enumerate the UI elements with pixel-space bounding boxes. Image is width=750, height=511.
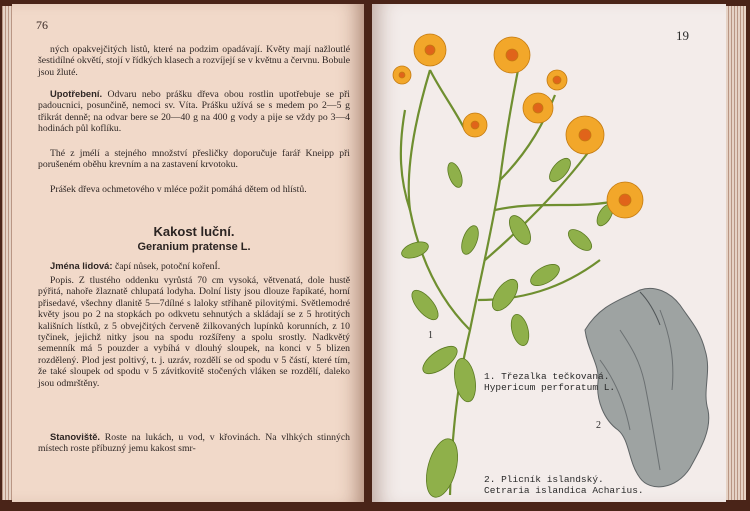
caption-hypericum-czech: 1. Třezalka tečkovaná.: [484, 371, 610, 382]
left-page-number: 76: [36, 18, 48, 32]
caption-hypericum-latin: Hypericum perforatum L.: [484, 382, 616, 393]
folk-label: Jména lidová:: [50, 260, 113, 271]
figure-label-2: 2: [596, 420, 601, 431]
paragraph-text: Thé z jmélí a stejného množství přesličky doporučuje farář Kneipp při porušeném oběhu krevním a na zastavení krvotoku.: [38, 148, 350, 171]
paragraph-text: Prášek dřeva ochmetového v mléce požit pomáhá dětem od hlístů.: [50, 184, 307, 195]
section-latin-title: Geranium pratense L.: [137, 241, 251, 253]
habitat-text: Roste na lukách, u vod, v křovinách. Na vlhkých stinných místech roste příbuzný jemu kakost smr-: [38, 432, 351, 455]
paragraph-text: Popis. Z tlustého oddenku vyrůstá 70 cm vysoká, větvenatá, dole hustě pýřitá, nahoře žlaznatě chlupatá lodyha. Dolní listy jsou dlouze řapíkaté, horní přisedavé, všechny dlanitě 5—7dílné s laloky stříhaně pilovitými. Světlemodré květy jsou po 2 na stopkách po odkvetu sehnutých a skládají se z 5 hrotitých kališních lístků, z 5 obvejčitých červeně žilkovaných lupínků korunních, z 10 tyčinek, jejichž nitky jsou na spodu rozšířeny a spolu srostly. Nadkvětý semenník má 5 pouzder a vybíhá v dlouhý sloupek, na konci v 5 blizen rozdělený. Plod jest poltivý, t. j. uzráv, rozdělí se od spodu v 5 částí, které tím, že také sloupek od spodu v 5 závitkovitě stočených vláken se rozdělí, daleko jsou odmrštěny.: [38, 275, 350, 389]
habitat-label: Stanoviště.: [50, 431, 101, 442]
hypericum-flowers: [393, 34, 643, 218]
folk-text: čapí nůsek, potoční kořenÍ.: [114, 261, 221, 272]
right-page-number: 19: [676, 28, 689, 43]
paragraph-text: ných opakvejčitých listů, které na podzim opadávají. Květy mají nažloutlé šestidílné okvětí, stojí v řídkých klasech a rozvíjejí se v květnu a červnu. Bobule jsou žluté.: [38, 44, 350, 78]
caption-hypericum: [484, 371, 615, 393]
section-title: Kakost luční.: [153, 224, 235, 239]
usage-label: Upotřebení.: [50, 88, 103, 99]
caption-cetraria: [484, 474, 644, 496]
figure-label-1: 1: [428, 330, 433, 341]
usage-text: Odvaru nebo prášku dřeva obou rostlin upotřebuje se při padoucnici, posunčině, nemoci sv. Víta. Prášku užívá se s medem po 2—5 g třikrát denně; na odvar bere se 20—40 g na 400 g vody a pije se vždy po 3—4 hodinách půl koflíku.: [38, 89, 351, 135]
caption-cetraria-czech: 2. Plicník islandský.: [484, 474, 604, 485]
caption-cetraria-latin: Cetraria islandica Acharius.: [484, 485, 644, 496]
